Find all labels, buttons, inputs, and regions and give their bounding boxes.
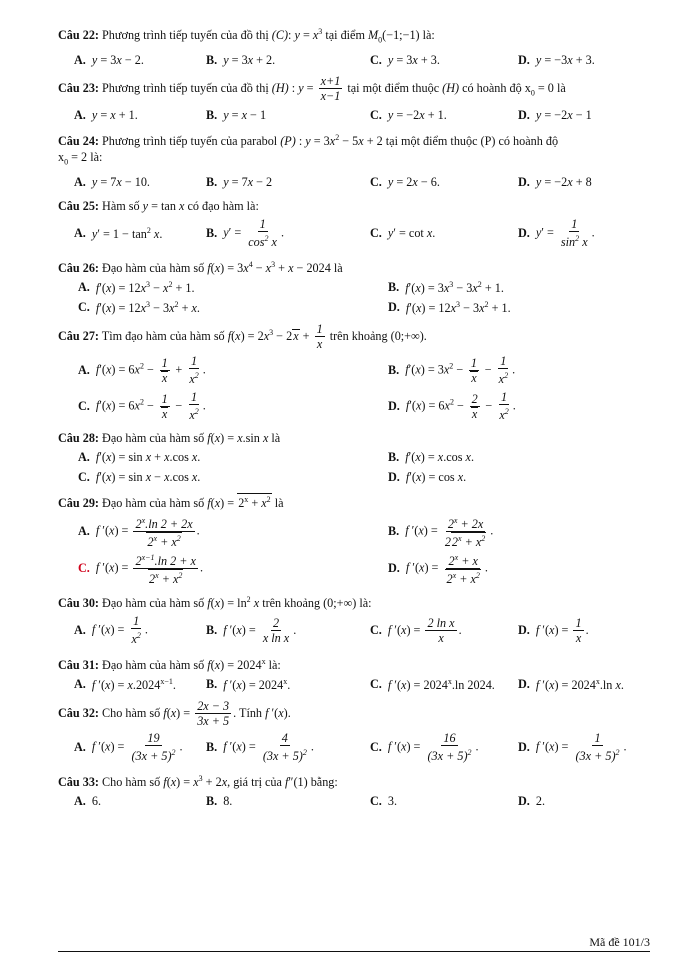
option-value: f′(x) = sin x − x.cos x.: [95, 470, 201, 485]
answer-option-d: [518, 175, 638, 190]
option-value: y′ = cot x.: [387, 226, 436, 241]
answer-option-c: [370, 617, 518, 645]
question-number: Câu 28:: [58, 430, 99, 445]
option-value: $f'(x) = 6x^2$ − $\frac{1}{x}$ − $\frac{1}{x^2}$ .: [95, 390, 206, 423]
option-label: B.: [206, 107, 218, 122]
option-label: A.: [74, 107, 86, 122]
answer-option-a: [58, 53, 206, 68]
question-29: [58, 493, 648, 586]
option-value: f ′(x) = $\frac{2^x.\ln 2 + 2x}{2^x + x^2}$ .: [95, 515, 200, 549]
question-stem: [58, 430, 648, 446]
option-label: C.: [370, 794, 382, 809]
option-label: B.: [206, 677, 218, 692]
option-value: y = 3x + 2.: [223, 52, 276, 67]
option-value: f′(x) = x.cos x.: [405, 450, 474, 465]
option-label: A.: [78, 280, 90, 295]
option-value: f ′(x) = $\frac{1}{x}$ .: [535, 615, 589, 645]
answer-option-c: [58, 551, 388, 586]
option-value: 6.: [91, 794, 101, 809]
option-value: $y' = 1 - \tan^2 x$.: [91, 225, 163, 241]
answer-option-d: [518, 53, 638, 68]
option-label: C.: [78, 560, 90, 575]
option-value: y = 7x − 2: [223, 175, 273, 190]
option-label: B.: [388, 280, 400, 295]
option-label: C.: [370, 175, 382, 190]
answer-option-b: [206, 794, 370, 809]
question-number: Câu 22:: [58, 28, 99, 42]
option-label: D.: [388, 560, 400, 575]
answer-option-d: [518, 108, 638, 123]
option-value: $f'(x) = 6x^2$ − $\frac{2}{x}$ − $\frac{1}{x^2}$ .: [405, 390, 516, 423]
question-text: Đạo hàm của hàm số $f(x) = 2^x + x^2$ là: [98, 494, 284, 510]
question-26: [58, 257, 648, 317]
option-label: B.: [388, 523, 400, 538]
answer-options: [58, 279, 648, 297]
option-label: C.: [370, 52, 382, 67]
option-value: y′ = $\frac{1}{\sin^2 x}$ .: [535, 217, 595, 250]
answer-options: [58, 614, 648, 648]
question-30: [58, 592, 648, 648]
option-value: f ′(x) = $\frac{2^x + 2x}{22^x + x^2}$ .: [405, 515, 494, 549]
answer-option-c: [370, 53, 518, 68]
option-label: B.: [388, 450, 400, 465]
option-value: $f'(x) = 3x^2$ − $\frac{1}{x}$ − $\frac{1}{x^2}$ .: [405, 354, 516, 387]
option-value: f $'(x) = 2024^x.\ln$ x.: [535, 676, 624, 692]
answer-option-c: [370, 794, 518, 809]
option-label: C.: [370, 677, 382, 692]
answer-option-d: [388, 551, 648, 586]
option-value: y′ = $\frac{1}{\cos^2 x}$ .: [223, 217, 285, 250]
question-text: Cho hàm số f(x) = $\frac{2x - 3}{3x + 5}$ . Tính f ′(x).: [98, 698, 291, 728]
answer-options: [58, 354, 648, 388]
answer-option-b: [388, 450, 648, 465]
question-stem: [58, 24, 648, 48]
option-value: f′(x) = cos x.: [405, 470, 467, 485]
option-label: B.: [206, 175, 218, 190]
option-value: 3.: [387, 794, 397, 809]
question-22: [58, 24, 648, 69]
question-32: [58, 700, 648, 765]
option-value: y = x + 1.: [91, 107, 138, 122]
question-25: [58, 198, 648, 251]
option-value: f ′(x) = $\frac{16}{(3x + 5)^2}$ .: [387, 731, 479, 764]
answer-options: [58, 514, 648, 549]
question-text: Cho hàm số $f(x) = x^3 + 2x$, giá trị của f″(1) bằng:: [98, 773, 338, 789]
option-label: A.: [74, 52, 86, 67]
answer-option-c: [58, 470, 388, 485]
answer-options: [58, 174, 648, 192]
option-value: 2.: [535, 794, 545, 809]
option-label: A.: [74, 226, 86, 241]
question-text: Tìm đạo hàm của hàm số $f(x) = 2x^3 - 2x$ + $\frac{1}{x}$ trên khoảng (0;+∞).: [98, 321, 427, 351]
question-text: Phương trình tiếp tuyến của đồ thị (C): $y = x^3$ tại điểm $M_0(-1;-1)$ là:: [98, 27, 435, 45]
option-value: f ′(x) = $\frac{2^x + x}{2^x + x^2}$ .: [405, 552, 488, 586]
question-stem: [58, 592, 648, 611]
option-label: A.: [78, 450, 90, 465]
answer-option-d: [518, 732, 638, 763]
option-value: $f'(x) = 12x^3 - x^2 + 1$.: [95, 279, 195, 295]
answer-option-b: [206, 677, 370, 693]
option-value: f ′(x) = $\frac{2^{x-1}.\ln 2 + x}{2^x + x^2}$ .: [95, 552, 203, 586]
answer-option-a: [58, 514, 388, 549]
answer-options: [58, 299, 648, 317]
option-label: A.: [74, 794, 86, 809]
answer-option-a: [58, 732, 206, 763]
question-stem: [58, 700, 648, 728]
option-label: C.: [370, 107, 382, 122]
option-value: 8.: [223, 794, 233, 809]
answer-option-a: [58, 677, 206, 693]
question-text: Phương trình tiếp tuyến của parabol (P) : $y = 3x^2 - 5x + 2$ tại một điểm thuộc (P) có hoành độ $x_0 = 2$ là:: [58, 133, 559, 167]
answer-option-d: [518, 218, 638, 249]
option-label: A.: [78, 363, 90, 378]
answer-option-a: [58, 450, 388, 465]
answer-option-b: [206, 108, 370, 123]
answer-option-b: [388, 280, 648, 296]
answer-option-b: [206, 53, 370, 68]
answer-option-a: [58, 355, 388, 386]
answer-option-b: [206, 617, 370, 645]
answer-options: [58, 449, 648, 467]
question-stem: [58, 493, 648, 511]
question-number: Câu 27:: [58, 328, 99, 343]
option-label: A.: [74, 740, 86, 755]
option-label: D.: [518, 226, 530, 241]
option-label: A.: [74, 677, 86, 692]
question-text: Phương trình tiếp tuyến của đồ thị (H) : y = $\frac{x+1}{x-1}$ tại một điểm thuộc (H) có hoành độ $x_0 = 0$ là: [98, 74, 566, 104]
question-number: Câu 31:: [58, 657, 99, 672]
answer-options: [58, 469, 648, 487]
option-label: C.: [78, 300, 90, 315]
question-number: Câu 25:: [58, 198, 99, 213]
question-list: [58, 18, 648, 813]
option-value: f $'(x) = x.2024^{x-1}$.: [91, 676, 176, 692]
question-text: Đạo hàm của hàm số f(x) = x.sin x là: [98, 430, 281, 445]
option-label: B.: [206, 794, 218, 809]
answer-option-c: [370, 677, 518, 693]
answer-option-c: [370, 175, 518, 190]
question-number: Câu 24:: [58, 134, 99, 149]
option-label: C.: [78, 399, 90, 414]
option-label: A.: [78, 523, 90, 538]
question-text: Đạo hàm của hàm số $f(x) = 2024^x$ là:: [98, 656, 281, 672]
answer-option-a: [58, 108, 206, 123]
option-value: f ′(x) = $\frac{\text{2 ln x}}{x}$ .: [387, 615, 462, 645]
option-label: D.: [518, 794, 530, 809]
answer-option-a: [58, 615, 206, 646]
option-value: $f'(x) = 3x^3 - 3x^2 + 1$.: [405, 279, 504, 295]
option-label: D.: [388, 470, 400, 485]
option-label: D.: [518, 740, 530, 755]
option-value: y = 2x − 6.: [387, 175, 440, 190]
option-label: D.: [388, 399, 400, 414]
option-label: D.: [388, 300, 400, 315]
answer-option-b: [206, 732, 370, 763]
question-stem: [58, 257, 648, 276]
answer-options: [58, 551, 648, 586]
answer-option-b: [206, 218, 370, 249]
answer-option-a: [58, 175, 206, 190]
question-stem: [58, 198, 648, 214]
option-value: f ′(x) = $\frac{1}{x^2}$ .: [91, 614, 148, 647]
option-label: A.: [74, 623, 86, 638]
option-value: y = −3x + 3.: [535, 52, 595, 67]
answer-option-d: [388, 300, 648, 316]
question-stem: [58, 323, 648, 351]
option-value: y = x − 1: [223, 107, 267, 122]
option-value: y = 3x − 2.: [91, 52, 144, 67]
option-value: f $'(x) = 2024^x$.: [223, 676, 291, 692]
option-label: B.: [206, 623, 218, 638]
option-value: $f'(x) = 12x^3 - 3x^2 + x$.: [95, 299, 200, 315]
option-label: A.: [74, 175, 86, 190]
option-label: D.: [518, 52, 530, 67]
answer-options: [58, 390, 648, 424]
question-text: Đạo hàm của hàm số $f(x) = \ln^2 x$ trên khoảng (0;+∞) là:: [98, 594, 372, 610]
answer-option-d: [518, 677, 638, 693]
question-stem: [58, 771, 648, 790]
option-label: C.: [370, 623, 382, 638]
answer-option-b: [206, 175, 370, 190]
answer-option-d: [388, 470, 648, 485]
question-24: [58, 130, 648, 191]
answer-option-b: [388, 514, 648, 549]
answer-option-c: [370, 108, 518, 123]
question-23: [58, 75, 648, 124]
option-value: y = −2x − 1: [535, 107, 592, 122]
option-label: B.: [388, 363, 400, 378]
footer-rule: [58, 951, 650, 952]
answer-option-c: [58, 300, 388, 316]
question-stem: [58, 130, 648, 170]
question-text: Hàm số y = tan x có đạo hàm là:: [98, 198, 259, 213]
option-value: y = −2x + 1.: [387, 107, 447, 122]
question-31: [58, 654, 648, 694]
question-number: Câu 30:: [58, 595, 99, 610]
option-value: $f'(x) = 6x^2$ − $\frac{1}{x}$ + $\frac{1}{x^2}$ .: [95, 354, 206, 387]
answer-option-d: [388, 391, 648, 422]
answer-options: [58, 51, 648, 69]
option-label: D.: [518, 107, 530, 122]
exam-code: Mã đề 101/3: [589, 935, 650, 949]
answer-options: [58, 731, 648, 765]
answer-options: [58, 217, 648, 251]
option-label: B.: [206, 740, 218, 755]
question-33: [58, 771, 648, 811]
question-text: Đạo hàm của hàm số $f(x) = 3x^4 - x^3 + x - 2024$ là: [98, 259, 343, 275]
option-label: D.: [518, 623, 530, 638]
question-stem: [58, 75, 648, 103]
option-label: D.: [518, 175, 530, 190]
answer-option-d: [518, 794, 638, 809]
question-number: Câu 33:: [58, 774, 99, 789]
option-value: $f'(x) = 12x^3 - 3x^2 + 1$.: [405, 299, 511, 315]
option-value: f′(x) = sin x + x.cos x.: [95, 450, 201, 465]
question-27: [58, 323, 648, 424]
answer-option-c: [58, 391, 388, 422]
question-number: Câu 29:: [58, 495, 99, 510]
answer-option-a: [58, 794, 206, 809]
question-28: [58, 430, 648, 487]
answer-options: [58, 106, 648, 124]
question-number: Câu 26:: [58, 260, 99, 275]
option-value: f ′(x) = $\frac{2}{\text{x ln x}}$ .: [223, 615, 297, 645]
option-label: D.: [518, 677, 530, 692]
answer-option-c: [370, 732, 518, 763]
option-label: C.: [370, 226, 382, 241]
option-label: B.: [206, 226, 218, 241]
option-value: f ′(x) = $\frac{1}{(3x + 5)^2}$ .: [535, 731, 627, 764]
answer-option-a: [58, 280, 388, 296]
option-label: C.: [370, 740, 382, 755]
question-number: Câu 32:: [58, 705, 99, 720]
answer-option-b: [388, 355, 648, 386]
answer-options: [58, 793, 648, 811]
answer-options: [58, 676, 648, 694]
option-value: f ′(x) = $\frac{19}{(3x + 5)^2}$ .: [91, 731, 183, 764]
option-label: C.: [78, 470, 90, 485]
option-value: f $'(x) = 2024^x.\ln$ 2024.: [387, 676, 495, 692]
option-label: B.: [206, 52, 218, 67]
question-number: Câu 23:: [58, 81, 99, 96]
answer-option-d: [518, 617, 638, 645]
answer-option-c: [370, 226, 518, 241]
option-value: y = 7x − 10.: [91, 175, 150, 190]
answer-option-a: [58, 226, 206, 242]
page-footer: [58, 934, 650, 952]
option-value: y = 3x + 3.: [387, 52, 440, 67]
option-value: f ′(x) = $\frac{4}{(3x + 5)^2}$ .: [223, 731, 314, 764]
question-stem: [58, 654, 648, 673]
option-value: y = −2x + 8: [535, 175, 592, 190]
